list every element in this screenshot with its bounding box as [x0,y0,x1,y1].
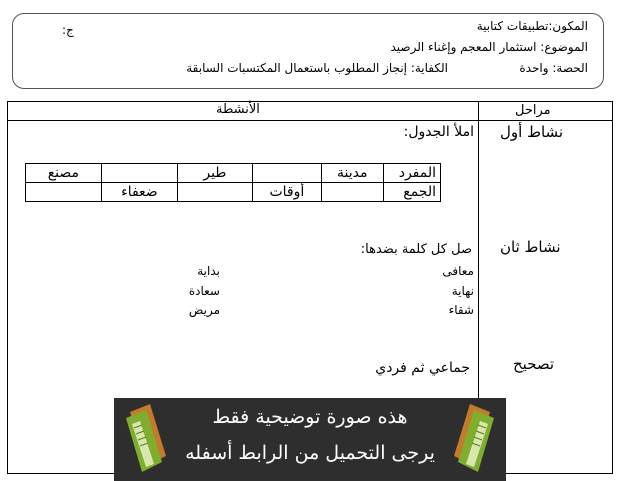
plural-cell [26,183,102,202]
correction-text: جماعي ثم فردي [375,360,470,376]
overlay-line-2: يرجى التحميل من الرابط أسفله [185,442,435,464]
stage-activity-2: نشاط ثان [500,238,561,256]
header-competence: الكفاية: إنجاز المطلوب باستعمال المكتسبات السابقة [186,61,448,75]
column-activities-heading: الأنشطة [216,102,260,117]
table-row [26,164,441,183]
right-word: بداية [197,264,220,278]
book-icon [448,404,500,476]
header-component: المكون:تطبيقات كتابية [476,19,588,33]
left-word: معافى [442,264,474,278]
header-session: الحصة: واحدة [519,61,588,75]
singular-cell [252,164,321,183]
plural-cell: ضعفاء [101,183,177,202]
header-subject: الموضوع: استثمار المعجم وإغناء الرصيد [390,40,588,54]
left-word: شقاء [448,303,474,317]
left-word: نهاية [451,284,474,298]
singular-plural-table [25,163,441,202]
stage-correction: تصحيح [513,355,555,373]
activity1-instruction: املأ الجدول: [403,124,474,140]
stage-activity-1: نشاط أول [500,123,564,141]
table-header-divider [8,120,612,121]
activity2-instruction: صل كل كلمة بضدها: [360,242,472,257]
singular-cell: طير [178,164,253,183]
plural-cell: أوقات [252,183,321,202]
plural-cell [321,183,383,202]
singular-cell: مدينة [321,164,383,183]
singular-cell [101,164,177,183]
plural-cell [178,183,253,202]
right-word: مريض [188,303,220,317]
overlay-line-1: هذه صورة توضيحية فقط [212,406,408,428]
table-row [26,183,441,202]
singular-cell: مصنع [26,164,102,183]
column-stages-heading: مراحل [515,103,551,118]
singular-row-label: المفرد [383,164,440,183]
plural-row-label: الجمع [383,183,440,202]
book-icon [120,404,172,476]
preview-overlay-banner [114,398,506,481]
header-j-label: ج: [62,23,74,37]
right-word: سعادة [188,284,220,298]
